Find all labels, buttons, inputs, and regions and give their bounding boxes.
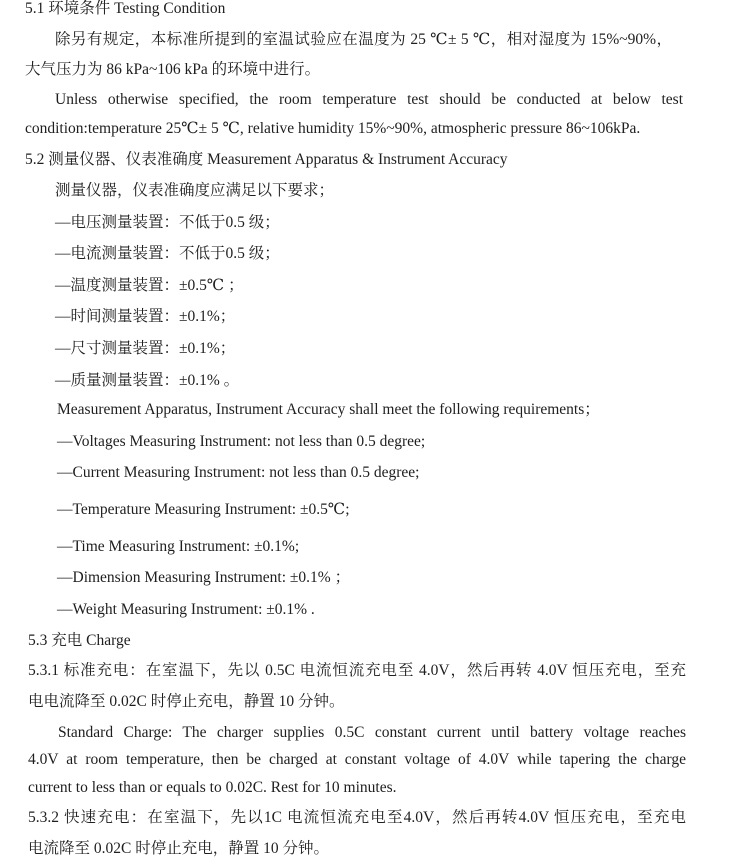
list-item: —温度测量装置：±0.5℃ ； xyxy=(55,277,244,294)
list-intro-en: Measurement Apparatus, Instrument Accuracy shall meet the following requirements； xyxy=(57,401,600,418)
list-item: —Weight Measuring Instrument: ±0.1% . xyxy=(57,601,315,618)
paragraph-line-zh: 除另有规定，本标准所提到的室温试验应在温度为 25 ℃± 5 ℃，相对湿度为 15%~90%， xyxy=(55,31,672,48)
paragraph-line-en: current to less than or equals to 0.02C. Rest for 10 minutes. xyxy=(28,779,397,796)
list-item: —Temperature Measuring Instrument: ±0.5℃; xyxy=(57,501,350,518)
list-item: —Current Measuring Instrument: not less than 0.5 degree; xyxy=(57,464,420,481)
section-heading: 5.3 充电 Charge xyxy=(28,632,131,649)
paragraph-line-en: Standard Charge: The charger supplies 0.5C constant current until battery voltage reaches xyxy=(58,724,686,741)
list-item: —时间测量装置：±0.1%； xyxy=(55,308,236,325)
list-item: —Time Measuring Instrument: ±0.1%; xyxy=(57,538,300,555)
paragraph-line-zh: 5.3.2 快速充电：在室温下，先以1C 电流恒流充电至4.0V，然后再转4.0V 恒压充电，至充电 xyxy=(28,809,686,826)
list-item: —质量测量装置：±0.1% 。 xyxy=(55,372,240,389)
paragraph-line-zh: 电流降至 0.02C 时停止充电，静置 10 分钟。 xyxy=(28,840,329,857)
paragraph-line-en: Unless otherwise specified, the room temperature test should be conducted at below test xyxy=(55,91,683,108)
section-heading: 5.2 测量仪器、仪表准确度 Measurement Apparatus & Instrument Accuracy xyxy=(25,151,508,168)
list-item: —尺寸测量装置：±0.1%； xyxy=(55,340,236,357)
list-item: —电流测量装置：不低于0.5 级； xyxy=(55,245,280,262)
list-item: —电压测量装置：不低于0.5 级； xyxy=(55,214,280,231)
list-item: —Voltages Measuring Instrument: not less than 0.5 degree; xyxy=(57,433,426,450)
paragraph-line-en: 4.0V at room temperature, then be charged at constant voltage of 4.0V while tapering the charge xyxy=(28,751,686,768)
list-intro-zh: 测量仪器，仪表准确度应满足以下要求； xyxy=(55,182,335,199)
list-item: —Dimension Measuring Instrument: ±0.1% ； xyxy=(57,569,351,586)
paragraph-line-zh: 电电流降至 0.02C 时停止充电，静置 10 分钟。 xyxy=(28,693,345,710)
section-heading: 5.1 环境条件 Testing Condition xyxy=(25,0,226,17)
paragraph-line-zh: 5.3.1 标准充电：在室温下，先以 0.5C 电流恒流充电至 4.0V，然后再转 4.0V 恒压充电，至充 xyxy=(28,662,686,679)
paragraph-line-zh: 大气压力为 86 kPa~106 kPa 的环境中进行。 xyxy=(25,61,321,78)
paragraph-line-en: condition:temperature 25℃± 5 ℃, relative humidity 15%~90%, atmospheric pressure 86~106kPa. xyxy=(25,120,641,137)
